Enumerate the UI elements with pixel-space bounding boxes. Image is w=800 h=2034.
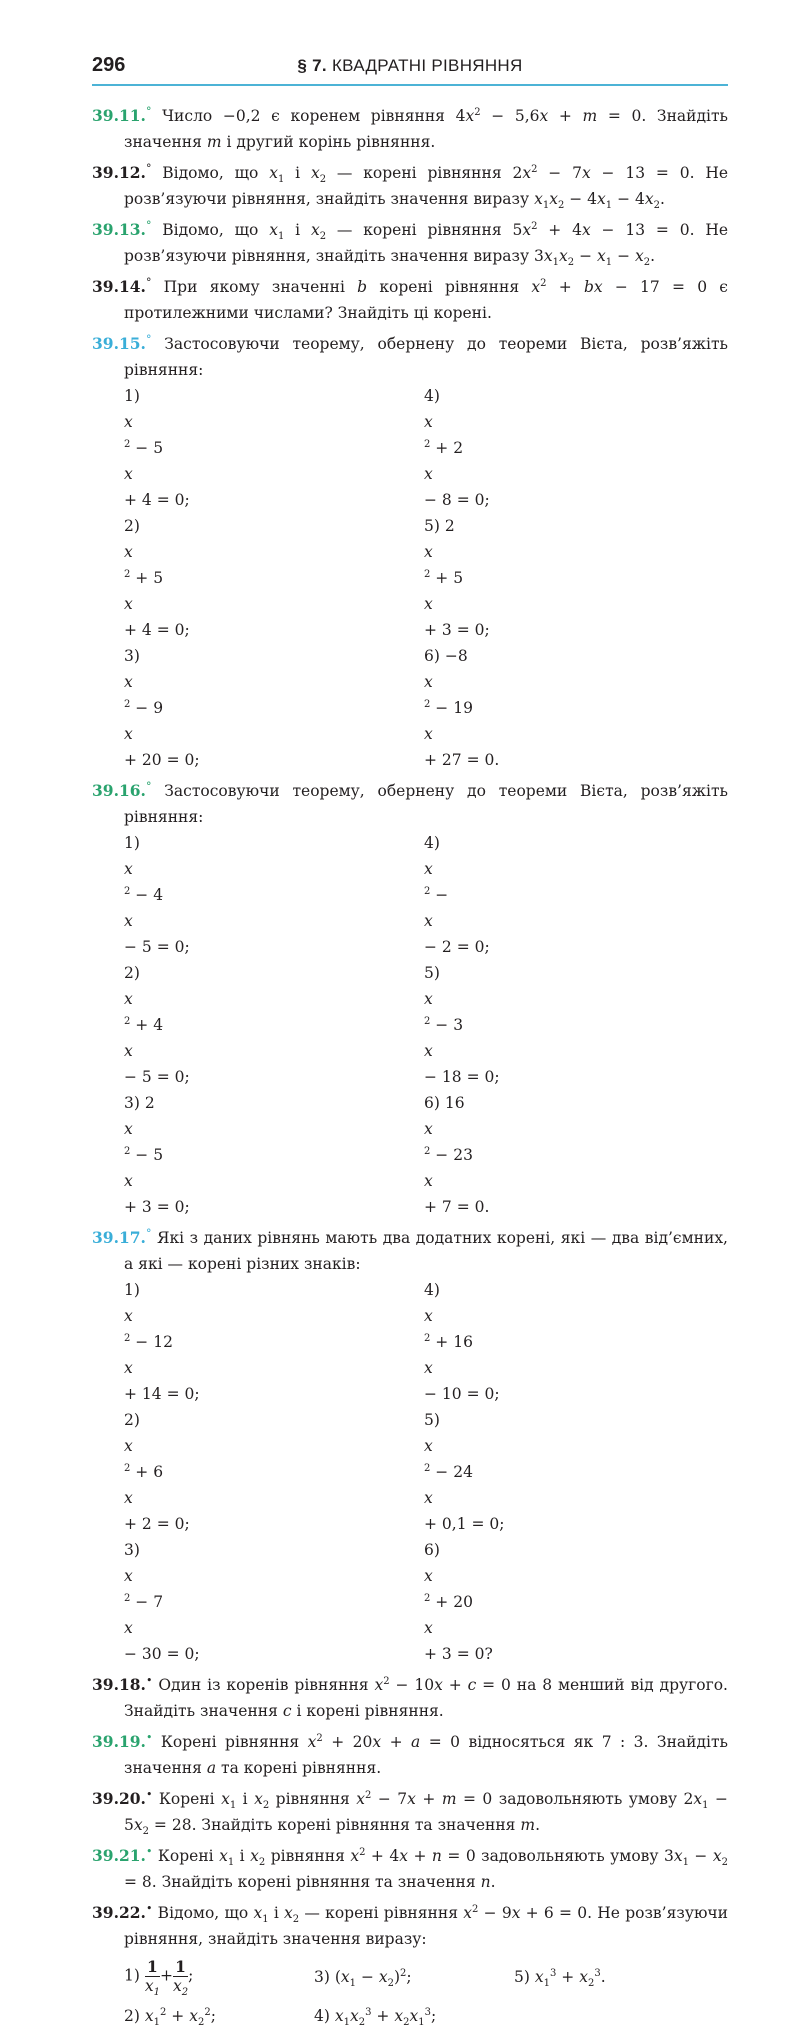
problem-39-21: 39.21.• Корені $x_1$ і $x_2$ рівняння $x^2 + 4x + n = 0$ задовольняють умову $3x_1 - x_2 = 8$. Знайдіть корені рівняння та значення n. xyxy=(92,1844,729,1891)
expression-list: 1) $\frac{1}{x_1}$ + $\frac{1}{x_2}$ ; 3) $(x_1 - x_2)^2$; 5) $x_1^3 + x_2^3$. 2) $x_1^2 + x_2^2$; 4) $x_1x_2^3 + x_2x_1^3$; xyxy=(124,1957,606,2029)
problem-39-16 xyxy=(92,778,728,1220)
problem-39-19: 39.19.• Корені рівняння $x^2 + 20x + a = 0$ відносяться як 7 : 3. Знайдіть значення a та корені рівняння. xyxy=(92,1730,728,1777)
problem-list xyxy=(92,103,728,2034)
problem-number: 39.20.• xyxy=(92,1787,153,1808)
problem-39-12: 39.12.° Відомо, що $x_1$ і $x_2$ — корені рівняння $2x^2 - 7x - 13 = 0$. Не розв’язуючи рівняння, знайдіть значення виразу $x_1x_2 - 4x_1 - 4x_2$. xyxy=(92,161,729,212)
problem-number: 39.14.° xyxy=(92,275,152,296)
section-name: КВАДРАТНІ РІВНЯННЯ xyxy=(331,56,523,75)
equation-list: 1) x $^2$ − 4 x − 5 = 0; 4) x $^2$ − x − 2 = 0; 2) x $^2$ + 4 x − 5 = 0; 5) x $^2$ − 3 x − 18 = 0; 3) 2 x $^2$ − 5 x + 3 = 0; 6) 16 x $^2$ − 23 x + 7 = 0. xyxy=(124,834,500,1216)
problem-39-11: 39.11.° Число −0,2 є коренем рівняння $4x^2 - 5,6x + m = 0$. Знайдіть значення m і другий корінь рівняння. xyxy=(92,104,728,151)
problem-text: Застосовуючи теорему, обернену до теореми Вієта, розв’яжіть рівняння: xyxy=(124,782,728,826)
problem-39-18: 39.18.• Один із коренів рівняння $x^2 - 10x + c = 0$ на 8 менший від другого. Знайдіть значення c і корені рівняння. xyxy=(92,1673,728,1720)
problem-number: 39.16.° xyxy=(92,779,152,800)
problem-number: 39.17.° xyxy=(92,1226,152,1247)
problem-text: Застосовуючи теорему, обернену до теореми Вієта, розв’яжіть рівняння: xyxy=(124,335,728,379)
problem-number: 39.18.• xyxy=(92,1673,153,1694)
page-number: 296 xyxy=(92,54,126,76)
problem-39-22: 39.22.• Відомо, що $x_1$ і $x_2$ — корені рівняння $x^2 - 9x + 6 = 0$. Не розв’язуючи рівняння, знайдіть значення виразу: 1) $\frac{1}{x_1}$ + $\frac{1}{x_2}$ ; 3) $(x_1 - x_2)^2$; 5) $x_1^3 + x_2^3$. 2) $x_1^2 + x_2^2$; 4) $x_1x_2^3 + x_2x_1^3$; xyxy=(92,1901,729,2029)
problem-number: 39.11.° xyxy=(92,104,152,125)
equation-list: 1) x $^2$ − 5 x + 4 = 0; 4) x $^2$ + 2 x − 8 = 0; 2) x $^2$ + 5 x + 4 = 0; 5) 2 x $^2$ + 5 x + 3 = 0; 3) x $^2$ − 9 x + 20 = 0; 6) −8 x $^2$ − 19 x + 27 = 0. xyxy=(124,387,500,769)
problem-number: 39.13.° xyxy=(92,218,152,239)
problem-number: 39.22.• xyxy=(92,1901,153,1922)
section-number: § 7. xyxy=(297,56,327,75)
problem-39-20: 39.20.• Корені $x_1$ і $x_2$ рівняння $x^2 - 7x + m = 0$ задовольняють умову $2x_1 - 5x_2 = 28$. Знайдіть корені рівняння та значення m. xyxy=(92,1787,728,1838)
problem-text: Які з даних рівнянь мають два додатних корені, які — два від’ємних, а які — корені різних знаків: xyxy=(124,1229,728,1273)
page-header xyxy=(92,50,728,86)
problem-39-14: 39.14.° При якому значенні b корені рівняння $x^2$ + bx − 17 = 0 є протилежними числами? Знайдіть ці корені. xyxy=(92,275,728,322)
problem-39-15 xyxy=(92,331,728,773)
problem-39-17 xyxy=(92,1225,728,1667)
problem-number: 39.15.° xyxy=(92,332,152,353)
problem-number: 39.21.• xyxy=(92,1844,153,1865)
section-title xyxy=(92,56,728,76)
problem-number: 39.12.° xyxy=(92,161,152,182)
equation-list: 1) x $^2$ − 12 x + 14 = 0; 4) x $^2$ + 16 x − 10 = 0; 2) x $^2$ + 6 x + 2 = 0; 5) x $^2$ − 24 x + 0,1 = 0; 3) x $^2$ − 7 x − 30 = 0; 6) x $^2$ + 20 x + 3 = 0? xyxy=(124,1281,505,1663)
problem-39-13: 39.13.° Відомо, що $x_1$ і $x_2$ — корені рівняння $5x^2 + 4x - 13 = 0$. Не розв’язуючи рівняння, знайдіть значення виразу $3x_1x_2 - x_1 - x_2$. xyxy=(92,218,729,269)
problem-number: 39.19.• xyxy=(92,1730,153,1751)
